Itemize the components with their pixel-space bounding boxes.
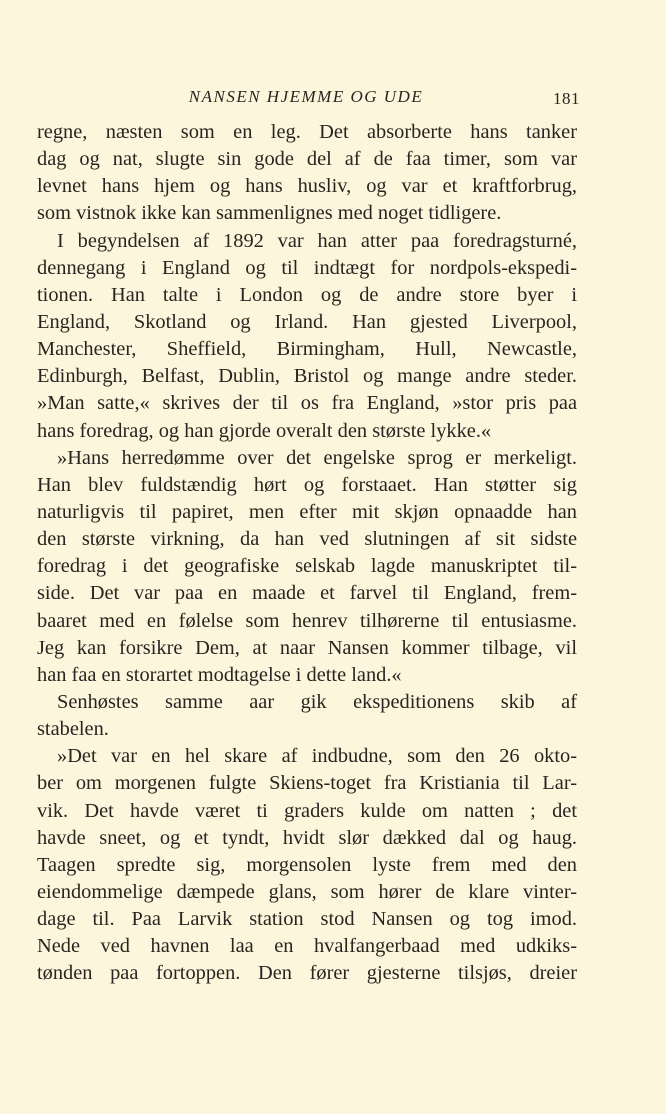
text-line: ber om morgenen fulgte Skiens-toget fra Kristiania til Lar- [37, 772, 577, 795]
text-line: Nede ved havnen laa en hvalfangerbaad med udkiks- [37, 935, 577, 958]
text-line: Taagen spredte sig, morgensolen lyste frem med den [37, 853, 577, 876]
text-line: havde sneet, og et tyndt, hvidt slør dækked dal og haug. [37, 826, 577, 849]
text-line: dag og nat, slugte sin gode del af de faa timer, som var [37, 148, 577, 171]
running-title: NANSEN HJEMME OG UDE [188, 87, 424, 106]
text-line: Manchester, Sheffield, Birmingham, Hull, Newcastle, [37, 338, 577, 361]
text-line: tionen. Han talte i London og de andre store byer i [37, 283, 577, 306]
text-line: hans foredrag, og han gjorde overalt den største lykke.« [37, 419, 492, 442]
text-line: Han blev fuldstændig hørt og forstaaet. Han støtter sig [37, 473, 577, 496]
text-line: han faa en storartet modtagelse i dette land.« [37, 663, 402, 686]
text-line: regne, næsten som en leg. Det absorberte hans tanker [37, 121, 577, 143]
text-line: dennegang i England og til indtægt for nordpols-ekspedi- [37, 256, 577, 279]
text-line: levnet hans hjem og hans husliv, og var et kraftforbrug, [37, 175, 577, 198]
text-line: naturligvis til papiret, men efter mit skjøn opnaadde han [37, 500, 577, 523]
text-line: side. Det var paa en maade et farvel til England, frem- [37, 582, 577, 605]
text-line: tønden paa fortoppen. Den fører gjesterne tilsjøs, dreier [37, 962, 577, 985]
text-line: baaret med en følelse som henrev tilhørerne til entusiasme. [37, 609, 577, 632]
text-line: »Det var en hel skare af indbudne, som den 26 okto- [57, 745, 577, 768]
body-text [37, 119, 577, 988]
text-line: den største virkning, da han ved slutningen af sit sidste [37, 528, 577, 551]
text-line: »Hans herredømme over det engelske sprog er merkeligt. [57, 446, 577, 469]
text-line: »Man satte,« skrives der til os fra England, »stor pris paa [37, 392, 577, 415]
text-line: England, Skotland og Irland. Han gjested Liverpool, [37, 310, 577, 333]
text-line: eiendommelige dæmpede glans, som hører de klare vinter- [37, 880, 577, 903]
text-line: dage til. Paa Larvik station stod Nansen og tog imod. [37, 908, 577, 931]
text-line: I begyndelsen af 1892 var han atter paa foredragsturné, [57, 229, 577, 252]
running-head [36, 84, 580, 110]
text-line: vik. Det havde været ti graders kulde om natten ; det [37, 799, 577, 822]
page-number: 181 [553, 89, 580, 108]
text-line: Senhøstes samme aar gik ekspeditionens skib af [57, 690, 577, 713]
text-line: Edinburgh, Belfast, Dublin, Bristol og mange andre steder. [37, 365, 577, 388]
text-line: Jeg kan forsikre Dem, at naar Nansen kommer tilbage, vil [37, 636, 577, 659]
text-line: foredrag i det geografiske selskab lagde manuskriptet til- [37, 555, 577, 578]
text-line: som vistnok ikke kan sammenlignes med noget tidligere. [37, 202, 502, 225]
text-line: stabelen. [37, 718, 109, 741]
